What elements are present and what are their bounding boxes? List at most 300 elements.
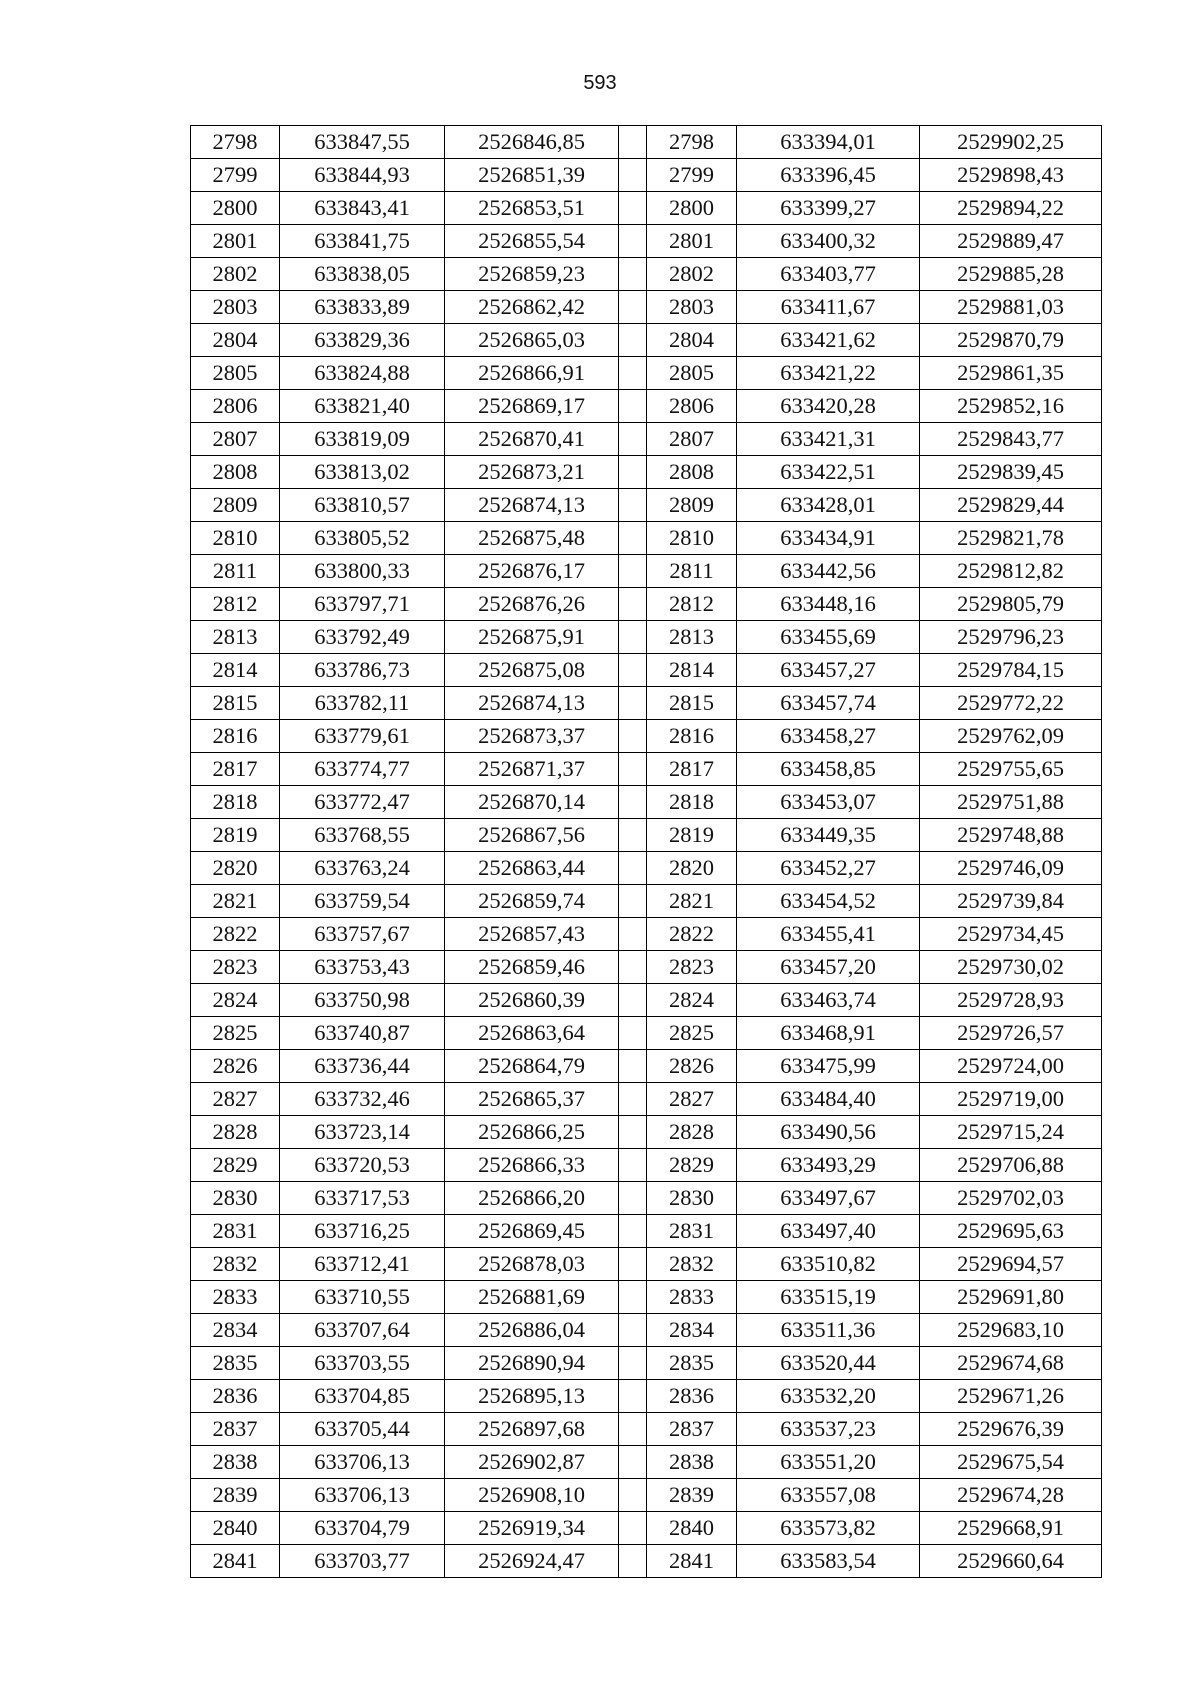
x-coordinate-right: 633442,56 — [737, 555, 920, 588]
spacer-cell — [619, 753, 647, 786]
y-coordinate-right: 2529796,23 — [920, 621, 1102, 654]
table-row — [191, 258, 1102, 291]
table-row — [191, 1281, 1102, 1314]
x-coordinate-left: 633720,53 — [280, 1149, 445, 1182]
spacer-cell — [619, 324, 647, 357]
spacer-cell — [619, 1215, 647, 1248]
table-row — [191, 753, 1102, 786]
x-coordinate-right: 633428,01 — [737, 489, 920, 522]
spacer-cell — [619, 621, 647, 654]
spacer-cell — [619, 1314, 647, 1347]
spacer-cell — [619, 126, 647, 159]
table-row — [191, 126, 1102, 159]
point-number-left: 2823 — [191, 951, 280, 984]
table-row — [191, 720, 1102, 753]
point-number-right: 2821 — [647, 885, 737, 918]
y-coordinate-right: 2529726,57 — [920, 1017, 1102, 1050]
point-number-left: 2806 — [191, 390, 280, 423]
y-coordinate-right: 2529870,79 — [920, 324, 1102, 357]
table-row — [191, 390, 1102, 423]
point-number-right: 2815 — [647, 687, 737, 720]
point-number-right: 2803 — [647, 291, 737, 324]
y-coordinate-left: 2526890,94 — [445, 1347, 619, 1380]
y-coordinate-right: 2529702,03 — [920, 1182, 1102, 1215]
y-coordinate-right: 2529739,84 — [920, 885, 1102, 918]
coordinates-table-body — [191, 126, 1102, 1578]
spacer-cell — [619, 984, 647, 1017]
y-coordinate-left: 2526865,37 — [445, 1083, 619, 1116]
table-row — [191, 1182, 1102, 1215]
x-coordinate-right: 633420,28 — [737, 390, 920, 423]
y-coordinate-right: 2529898,43 — [920, 159, 1102, 192]
y-coordinate-left: 2526869,45 — [445, 1215, 619, 1248]
y-coordinate-right: 2529762,09 — [920, 720, 1102, 753]
y-coordinate-left: 2526876,17 — [445, 555, 619, 588]
point-number-right: 2840 — [647, 1512, 737, 1545]
table-row — [191, 588, 1102, 621]
y-coordinate-left: 2526895,13 — [445, 1380, 619, 1413]
spacer-cell — [619, 687, 647, 720]
x-coordinate-left: 633706,13 — [280, 1479, 445, 1512]
table-row — [191, 1512, 1102, 1545]
y-coordinate-right: 2529881,03 — [920, 291, 1102, 324]
y-coordinate-left: 2526863,64 — [445, 1017, 619, 1050]
point-number-right: 2806 — [647, 390, 737, 423]
point-number-left: 2815 — [191, 687, 280, 720]
x-coordinate-right: 633421,62 — [737, 324, 920, 357]
point-number-left: 2801 — [191, 225, 280, 258]
point-number-right: 2836 — [647, 1380, 737, 1413]
table-row — [191, 852, 1102, 885]
x-coordinate-right: 633520,44 — [737, 1347, 920, 1380]
x-coordinate-right: 633457,74 — [737, 687, 920, 720]
table-row — [191, 1380, 1102, 1413]
point-number-left: 2811 — [191, 555, 280, 588]
point-number-right: 2820 — [647, 852, 737, 885]
point-number-left: 2830 — [191, 1182, 280, 1215]
x-coordinate-right: 633497,67 — [737, 1182, 920, 1215]
x-coordinate-left: 633797,71 — [280, 588, 445, 621]
y-coordinate-left: 2526875,91 — [445, 621, 619, 654]
y-coordinate-right: 2529829,44 — [920, 489, 1102, 522]
point-number-right: 2826 — [647, 1050, 737, 1083]
point-number-left: 2826 — [191, 1050, 280, 1083]
point-number-left: 2817 — [191, 753, 280, 786]
point-number-left: 2799 — [191, 159, 280, 192]
y-coordinate-left: 2526859,74 — [445, 885, 619, 918]
spacer-cell — [619, 258, 647, 291]
point-number-right: 2841 — [647, 1545, 737, 1578]
table-row — [191, 687, 1102, 720]
x-coordinate-right: 633484,40 — [737, 1083, 920, 1116]
x-coordinate-right: 633511,36 — [737, 1314, 920, 1347]
point-number-left: 2827 — [191, 1083, 280, 1116]
table-row — [191, 1017, 1102, 1050]
point-number-right: 2810 — [647, 522, 737, 555]
point-number-left: 2839 — [191, 1479, 280, 1512]
point-number-left: 2831 — [191, 1215, 280, 1248]
point-number-left: 2819 — [191, 819, 280, 852]
y-coordinate-left: 2526871,37 — [445, 753, 619, 786]
y-coordinate-left: 2526924,47 — [445, 1545, 619, 1578]
spacer-cell — [619, 1248, 647, 1281]
point-number-right: 2804 — [647, 324, 737, 357]
x-coordinate-left: 633833,89 — [280, 291, 445, 324]
point-number-right: 2823 — [647, 951, 737, 984]
y-coordinate-right: 2529715,24 — [920, 1116, 1102, 1149]
x-coordinate-left: 633707,64 — [280, 1314, 445, 1347]
x-coordinate-left: 633843,41 — [280, 192, 445, 225]
point-number-right: 2824 — [647, 984, 737, 1017]
point-number-left: 2798 — [191, 126, 280, 159]
x-coordinate-right: 633537,23 — [737, 1413, 920, 1446]
spacer-cell — [619, 654, 647, 687]
y-coordinate-right: 2529772,22 — [920, 687, 1102, 720]
table-row — [191, 291, 1102, 324]
y-coordinate-right: 2529671,26 — [920, 1380, 1102, 1413]
table-row — [191, 1413, 1102, 1446]
x-coordinate-right: 633394,01 — [737, 126, 920, 159]
y-coordinate-right: 2529885,28 — [920, 258, 1102, 291]
y-coordinate-right: 2529675,54 — [920, 1446, 1102, 1479]
table-row — [191, 654, 1102, 687]
x-coordinate-right: 633583,54 — [737, 1545, 920, 1578]
y-coordinate-left: 2526853,51 — [445, 192, 619, 225]
spacer-cell — [619, 1149, 647, 1182]
point-number-left: 2837 — [191, 1413, 280, 1446]
x-coordinate-left: 633736,44 — [280, 1050, 445, 1083]
point-number-right: 2834 — [647, 1314, 737, 1347]
point-number-right: 2825 — [647, 1017, 737, 1050]
x-coordinate-left: 633723,14 — [280, 1116, 445, 1149]
x-coordinate-left: 633706,13 — [280, 1446, 445, 1479]
point-number-right: 2833 — [647, 1281, 737, 1314]
point-number-left: 2820 — [191, 852, 280, 885]
x-coordinate-left: 633740,87 — [280, 1017, 445, 1050]
x-coordinate-left: 633753,43 — [280, 951, 445, 984]
point-number-left: 2834 — [191, 1314, 280, 1347]
y-coordinate-right: 2529706,88 — [920, 1149, 1102, 1182]
point-number-left: 2804 — [191, 324, 280, 357]
point-number-right: 2819 — [647, 819, 737, 852]
table-row — [191, 522, 1102, 555]
point-number-left: 2825 — [191, 1017, 280, 1050]
spacer-cell — [619, 1413, 647, 1446]
x-coordinate-left: 633824,88 — [280, 357, 445, 390]
y-coordinate-right: 2529695,63 — [920, 1215, 1102, 1248]
x-coordinate-left: 633829,36 — [280, 324, 445, 357]
y-coordinate-left: 2526875,48 — [445, 522, 619, 555]
x-coordinate-right: 633457,27 — [737, 654, 920, 687]
table-row — [191, 225, 1102, 258]
table-row — [191, 489, 1102, 522]
point-number-left: 2828 — [191, 1116, 280, 1149]
y-coordinate-right: 2529902,25 — [920, 126, 1102, 159]
y-coordinate-left: 2526846,85 — [445, 126, 619, 159]
point-number-left: 2824 — [191, 984, 280, 1017]
y-coordinate-right: 2529734,45 — [920, 918, 1102, 951]
point-number-left: 2838 — [191, 1446, 280, 1479]
spacer-cell — [619, 357, 647, 390]
spacer-cell — [619, 951, 647, 984]
y-coordinate-right: 2529805,79 — [920, 588, 1102, 621]
x-coordinate-left: 633779,61 — [280, 720, 445, 753]
x-coordinate-right: 633411,67 — [737, 291, 920, 324]
x-coordinate-left: 633732,46 — [280, 1083, 445, 1116]
y-coordinate-right: 2529746,09 — [920, 852, 1102, 885]
y-coordinate-right: 2529660,64 — [920, 1545, 1102, 1578]
y-coordinate-left: 2526873,21 — [445, 456, 619, 489]
coordinates-table — [190, 125, 1102, 1578]
point-number-left: 2821 — [191, 885, 280, 918]
x-coordinate-left: 633703,55 — [280, 1347, 445, 1380]
point-number-right: 2801 — [647, 225, 737, 258]
point-number-right: 2808 — [647, 456, 737, 489]
spacer-cell — [619, 1446, 647, 1479]
y-coordinate-left: 2526881,69 — [445, 1281, 619, 1314]
y-coordinate-right: 2529751,88 — [920, 786, 1102, 819]
y-coordinate-left: 2526865,03 — [445, 324, 619, 357]
point-number-left: 2814 — [191, 654, 280, 687]
y-coordinate-left: 2526878,03 — [445, 1248, 619, 1281]
point-number-right: 2817 — [647, 753, 737, 786]
x-coordinate-right: 633532,20 — [737, 1380, 920, 1413]
y-coordinate-right: 2529674,68 — [920, 1347, 1102, 1380]
point-number-left: 2816 — [191, 720, 280, 753]
x-coordinate-right: 633510,82 — [737, 1248, 920, 1281]
y-coordinate-left: 2526919,34 — [445, 1512, 619, 1545]
y-coordinate-left: 2526897,68 — [445, 1413, 619, 1446]
table-row — [191, 984, 1102, 1017]
point-number-right: 2828 — [647, 1116, 737, 1149]
y-coordinate-left: 2526866,33 — [445, 1149, 619, 1182]
point-number-right: 2811 — [647, 555, 737, 588]
table-row — [191, 1149, 1102, 1182]
point-number-right: 2818 — [647, 786, 737, 819]
point-number-right: 2832 — [647, 1248, 737, 1281]
spacer-cell — [619, 819, 647, 852]
x-coordinate-right: 633458,27 — [737, 720, 920, 753]
y-coordinate-left: 2526867,56 — [445, 819, 619, 852]
y-coordinate-right: 2529821,78 — [920, 522, 1102, 555]
x-coordinate-right: 633403,77 — [737, 258, 920, 291]
x-coordinate-right: 633468,91 — [737, 1017, 920, 1050]
spacer-cell — [619, 1116, 647, 1149]
x-coordinate-left: 633705,44 — [280, 1413, 445, 1446]
y-coordinate-left: 2526866,91 — [445, 357, 619, 390]
y-coordinate-left: 2526862,42 — [445, 291, 619, 324]
y-coordinate-right: 2529694,57 — [920, 1248, 1102, 1281]
point-number-right: 2798 — [647, 126, 737, 159]
spacer-cell — [619, 1380, 647, 1413]
y-coordinate-left: 2526874,13 — [445, 687, 619, 720]
y-coordinate-right: 2529812,82 — [920, 555, 1102, 588]
point-number-right: 2831 — [647, 1215, 737, 1248]
x-coordinate-left: 633819,09 — [280, 423, 445, 456]
x-coordinate-right: 633399,27 — [737, 192, 920, 225]
y-coordinate-left: 2526873,37 — [445, 720, 619, 753]
point-number-left: 2800 — [191, 192, 280, 225]
point-number-right: 2812 — [647, 588, 737, 621]
y-coordinate-left: 2526875,08 — [445, 654, 619, 687]
y-coordinate-right: 2529894,22 — [920, 192, 1102, 225]
y-coordinate-left: 2526886,04 — [445, 1314, 619, 1347]
table-row — [191, 324, 1102, 357]
x-coordinate-right: 633551,20 — [737, 1446, 920, 1479]
x-coordinate-right: 633463,74 — [737, 984, 920, 1017]
y-coordinate-left: 2526869,17 — [445, 390, 619, 423]
y-coordinate-left: 2526866,25 — [445, 1116, 619, 1149]
table-row — [191, 621, 1102, 654]
y-coordinate-left: 2526874,13 — [445, 489, 619, 522]
table-row — [191, 357, 1102, 390]
x-coordinate-left: 633782,11 — [280, 687, 445, 720]
x-coordinate-right: 633490,56 — [737, 1116, 920, 1149]
point-number-right: 2809 — [647, 489, 737, 522]
point-number-right: 2816 — [647, 720, 737, 753]
x-coordinate-left: 633821,40 — [280, 390, 445, 423]
table-row — [191, 1347, 1102, 1380]
y-coordinate-left: 2526864,79 — [445, 1050, 619, 1083]
point-number-left: 2805 — [191, 357, 280, 390]
spacer-cell — [619, 291, 647, 324]
point-number-right: 2838 — [647, 1446, 737, 1479]
point-number-left: 2818 — [191, 786, 280, 819]
spacer-cell — [619, 423, 647, 456]
x-coordinate-right: 633452,27 — [737, 852, 920, 885]
spacer-cell — [619, 1017, 647, 1050]
x-coordinate-left: 633712,41 — [280, 1248, 445, 1281]
table-row — [191, 1116, 1102, 1149]
point-number-left: 2836 — [191, 1380, 280, 1413]
x-coordinate-left: 633800,33 — [280, 555, 445, 588]
x-coordinate-right: 633421,22 — [737, 357, 920, 390]
table-row — [191, 1479, 1102, 1512]
x-coordinate-left: 633772,47 — [280, 786, 445, 819]
spacer-cell — [619, 555, 647, 588]
x-coordinate-left: 633805,52 — [280, 522, 445, 555]
x-coordinate-left: 633763,24 — [280, 852, 445, 885]
table-row — [191, 1446, 1102, 1479]
x-coordinate-left: 633786,73 — [280, 654, 445, 687]
point-number-right: 2822 — [647, 918, 737, 951]
point-number-right: 2813 — [647, 621, 737, 654]
y-coordinate-right: 2529724,00 — [920, 1050, 1102, 1083]
spacer-cell — [619, 1281, 647, 1314]
spacer-cell — [619, 489, 647, 522]
point-number-left: 2802 — [191, 258, 280, 291]
x-coordinate-right: 633421,31 — [737, 423, 920, 456]
point-number-right: 2802 — [647, 258, 737, 291]
y-coordinate-right: 2529691,80 — [920, 1281, 1102, 1314]
point-number-left: 2803 — [191, 291, 280, 324]
point-number-left: 2833 — [191, 1281, 280, 1314]
spacer-cell — [619, 1545, 647, 1578]
page-number: 593 — [583, 72, 617, 94]
table-row — [191, 1545, 1102, 1578]
y-coordinate-left: 2526855,54 — [445, 225, 619, 258]
x-coordinate-right: 633457,20 — [737, 951, 920, 984]
table-row — [191, 423, 1102, 456]
spacer-cell — [619, 1050, 647, 1083]
x-coordinate-right: 633515,19 — [737, 1281, 920, 1314]
x-coordinate-left: 633716,25 — [280, 1215, 445, 1248]
y-coordinate-right: 2529728,93 — [920, 984, 1102, 1017]
point-number-right: 2807 — [647, 423, 737, 456]
x-coordinate-left: 633704,85 — [280, 1380, 445, 1413]
table-row — [191, 885, 1102, 918]
y-coordinate-left: 2526902,87 — [445, 1446, 619, 1479]
table-row — [191, 819, 1102, 852]
x-coordinate-right: 633454,52 — [737, 885, 920, 918]
point-number-left: 2808 — [191, 456, 280, 489]
point-number-left: 2822 — [191, 918, 280, 951]
x-coordinate-right: 633557,08 — [737, 1479, 920, 1512]
table-row — [191, 555, 1102, 588]
x-coordinate-left: 633838,05 — [280, 258, 445, 291]
spacer-cell — [619, 588, 647, 621]
table-row — [191, 1083, 1102, 1116]
spacer-cell — [619, 885, 647, 918]
x-coordinate-left: 633703,77 — [280, 1545, 445, 1578]
x-coordinate-left: 633757,67 — [280, 918, 445, 951]
table-row — [191, 456, 1102, 489]
point-number-right: 2829 — [647, 1149, 737, 1182]
spacer-cell — [619, 720, 647, 753]
table-row — [191, 918, 1102, 951]
y-coordinate-right: 2529861,35 — [920, 357, 1102, 390]
x-coordinate-left: 633792,49 — [280, 621, 445, 654]
y-coordinate-left: 2526860,39 — [445, 984, 619, 1017]
x-coordinate-right: 633573,82 — [737, 1512, 920, 1545]
x-coordinate-left: 633750,98 — [280, 984, 445, 1017]
x-coordinate-left: 633841,75 — [280, 225, 445, 258]
table-row — [191, 192, 1102, 225]
x-coordinate-left: 633844,93 — [280, 159, 445, 192]
point-number-left: 2832 — [191, 1248, 280, 1281]
point-number-right: 2799 — [647, 159, 737, 192]
spacer-cell — [619, 225, 647, 258]
x-coordinate-left: 633810,57 — [280, 489, 445, 522]
y-coordinate-right: 2529683,10 — [920, 1314, 1102, 1347]
point-number-right: 2814 — [647, 654, 737, 687]
x-coordinate-right: 633434,91 — [737, 522, 920, 555]
y-coordinate-left: 2526859,46 — [445, 951, 619, 984]
y-coordinate-right: 2529755,65 — [920, 753, 1102, 786]
point-number-right: 2827 — [647, 1083, 737, 1116]
point-number-left: 2810 — [191, 522, 280, 555]
x-coordinate-left: 633704,79 — [280, 1512, 445, 1545]
y-coordinate-left: 2526870,14 — [445, 786, 619, 819]
y-coordinate-left: 2526859,23 — [445, 258, 619, 291]
table-row — [191, 786, 1102, 819]
y-coordinate-right: 2529676,39 — [920, 1413, 1102, 1446]
x-coordinate-right: 633396,45 — [737, 159, 920, 192]
point-number-right: 2800 — [647, 192, 737, 225]
x-coordinate-right: 633453,07 — [737, 786, 920, 819]
y-coordinate-right: 2529668,91 — [920, 1512, 1102, 1545]
x-coordinate-right: 633422,51 — [737, 456, 920, 489]
x-coordinate-right: 633400,32 — [737, 225, 920, 258]
x-coordinate-left: 633759,54 — [280, 885, 445, 918]
y-coordinate-right: 2529730,02 — [920, 951, 1102, 984]
spacer-cell — [619, 1512, 647, 1545]
x-coordinate-right: 633475,99 — [737, 1050, 920, 1083]
y-coordinate-right: 2529889,47 — [920, 225, 1102, 258]
point-number-right: 2837 — [647, 1413, 737, 1446]
y-coordinate-left: 2526876,26 — [445, 588, 619, 621]
spacer-cell — [619, 1182, 647, 1215]
